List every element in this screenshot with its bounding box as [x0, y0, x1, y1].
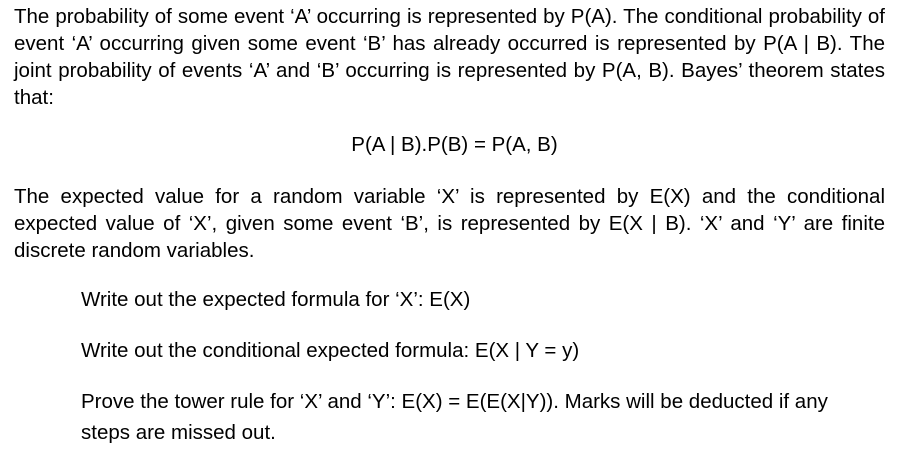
task-tower-rule-proof: Prove the tower rule for ‘X’ and ‘Y’: E(X) = E(E(X|Y)). Marks will be deducted if any steps are missed out.	[81, 390, 828, 444]
intro-paragraph: The probability of some event ‘A’ occurring is represented by P(A). The conditional probability of event ‘A’ occurring given some event ‘B’ has already occurred is represented by P(A | B). The joint probability of events ‘A’ and ‘B’ occurring is represented by P(A, B). Bayes’ theorem states that:	[14, 5, 885, 109]
task-expected-formula: Write out the expected formula for ‘X’: E(X)	[81, 288, 471, 311]
bayes-theorem-formula: P(A | B).P(B) = P(A, B)	[351, 133, 558, 156]
expectation-paragraph: The expected value for a random variable ‘X’ is represented by E(X) and the conditional expected value of ‘X’, given some event ‘B’, is represented by E(X | B). ‘X’ and ‘Y’ are finite discrete random variables.	[14, 185, 885, 262]
task-conditional-expected-formula: Write out the conditional expected formula: E(X | Y = y)	[81, 339, 580, 362]
